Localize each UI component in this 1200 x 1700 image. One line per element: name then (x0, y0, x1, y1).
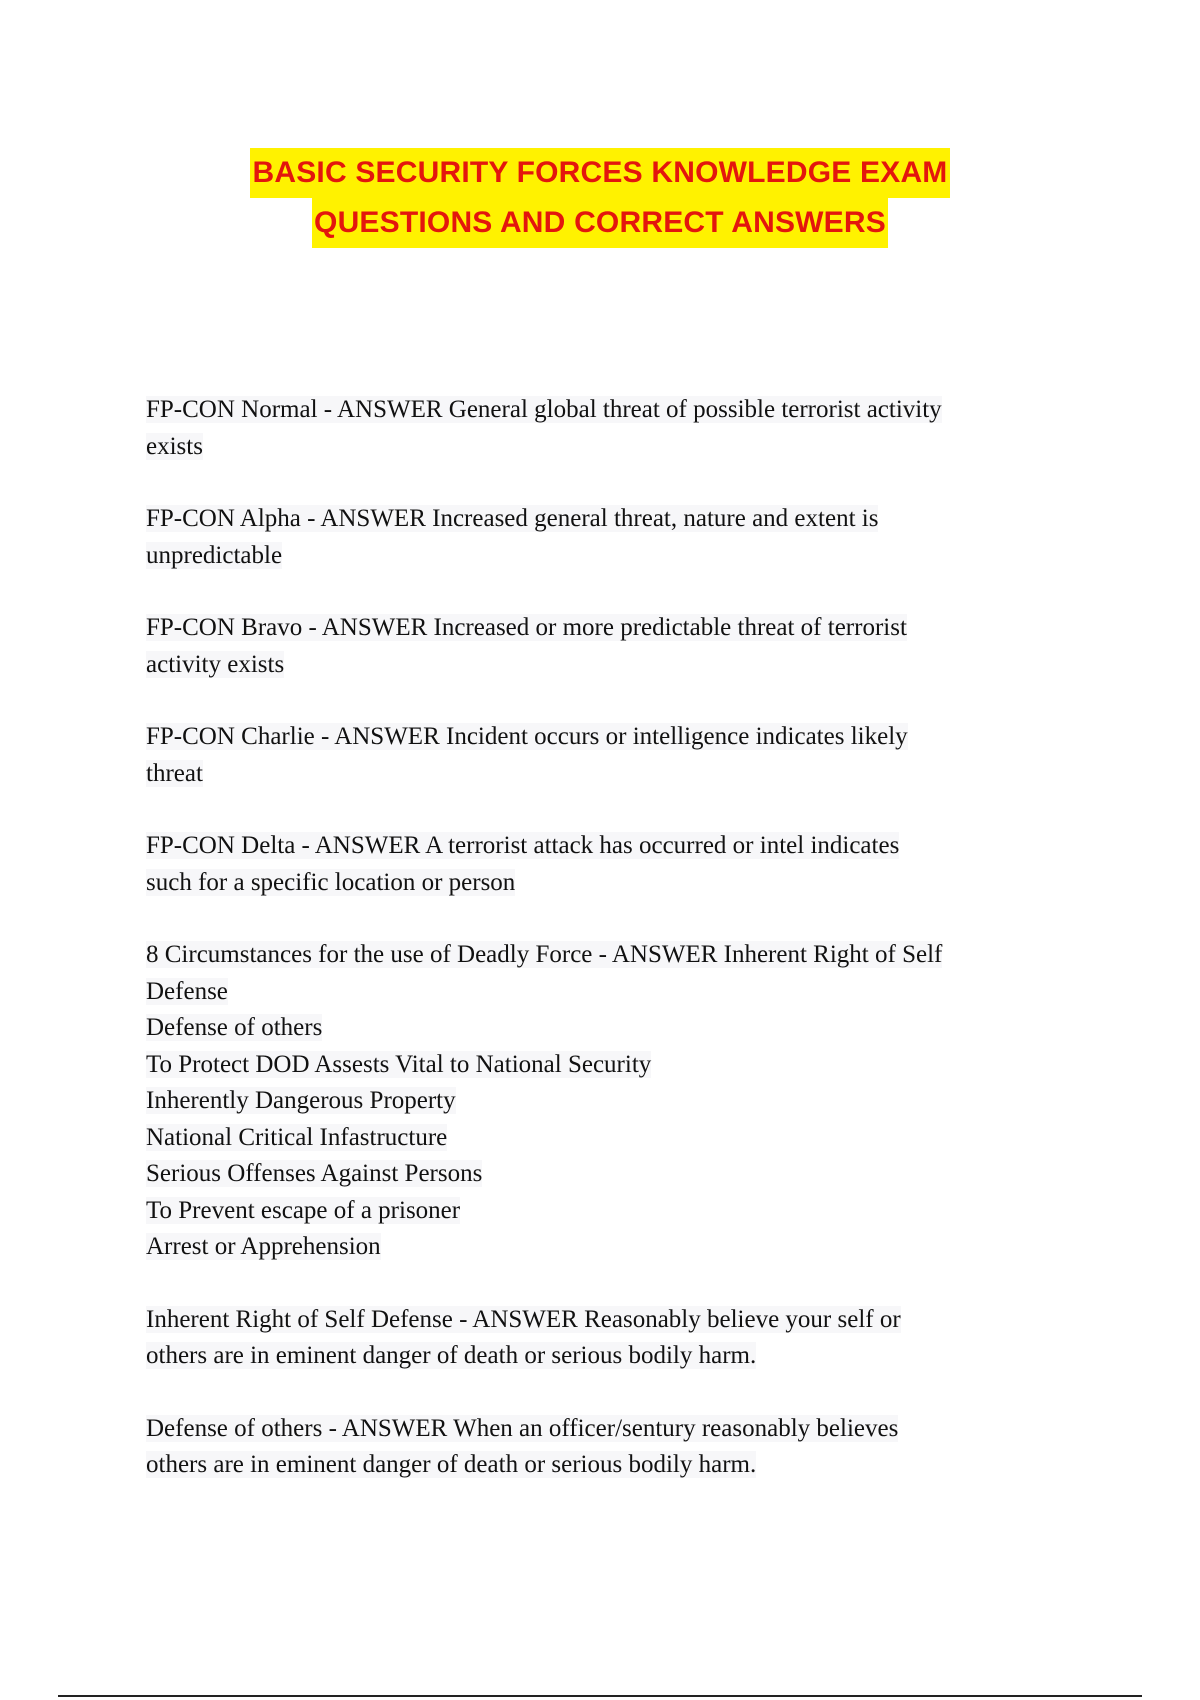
title-line-1: BASIC SECURITY FORCES KNOWLEDGE EXAM (250, 148, 949, 198)
qa-text: Inherently Dangerous Property (146, 1087, 456, 1114)
qa-text: exists (146, 432, 203, 460)
qa-text: 8 Circumstances for the use of Deadly Force - ANSWER Inherent Right of Self (146, 941, 943, 968)
title-line-2: QUESTIONS AND CORRECT ANSWERS (312, 198, 888, 248)
qa-text: activity exists (146, 650, 285, 678)
qa-item-fpcon-charlie (146, 719, 1086, 792)
qa-text: such for a specific location or person (146, 868, 516, 896)
qa-text: others are in eminent danger of death or serious bodily harm. (146, 1342, 757, 1369)
qa-text: FP-CON Bravo - ANSWER Increased or more predictable threat of terrorist (146, 614, 907, 641)
qa-item-defense-of-others (146, 1411, 1086, 1484)
qa-item-fpcon-alpha (146, 501, 1086, 574)
qa-item-fpcon-delta (146, 828, 1086, 901)
qa-text: FP-CON Normal - ANSWER General global threat of possible terrorist activity (146, 396, 942, 423)
page-bottom-rule (58, 1695, 1142, 1697)
qa-item-fpcon-bravo (146, 610, 1086, 683)
qa-item-fpcon-normal (146, 392, 1086, 465)
document-title (0, 148, 1200, 248)
qa-text: Arrest or Apprehension (146, 1233, 381, 1260)
qa-text: FP-CON Charlie - ANSWER Incident occurs or intelligence indicates likely (146, 723, 908, 750)
qa-text: To Protect DOD Assests Vital to National Security (146, 1050, 652, 1078)
qa-text: Inherent Right of Self Defense - ANSWER Reasonably believe your self or (146, 1305, 901, 1333)
qa-list (146, 392, 1086, 1520)
qa-text: Defense (146, 977, 228, 1005)
qa-text: others are in eminent danger of death or serious bodily harm. (146, 1451, 757, 1478)
qa-text: threat (146, 759, 203, 787)
qa-text: FP-CON Alpha - ANSWER Increased general threat, nature and extent is (146, 505, 879, 532)
qa-text: Defense of others (146, 1014, 323, 1041)
qa-text: FP-CON Delta - ANSWER A terrorist attack has occurred or intel indicates (146, 832, 900, 859)
qa-item-self-defense (146, 1302, 1086, 1375)
qa-text: unpredictable (146, 541, 283, 569)
qa-text: To Prevent escape of a prisoner (146, 1196, 461, 1224)
qa-item-deadly-force-circumstances (146, 937, 1086, 1266)
qa-text: Serious Offenses Against Persons (146, 1160, 483, 1187)
qa-text: Defense of others - ANSWER When an officer/sentury reasonably believes (146, 1414, 899, 1442)
qa-text: National Critical Infastructure (146, 1123, 448, 1151)
